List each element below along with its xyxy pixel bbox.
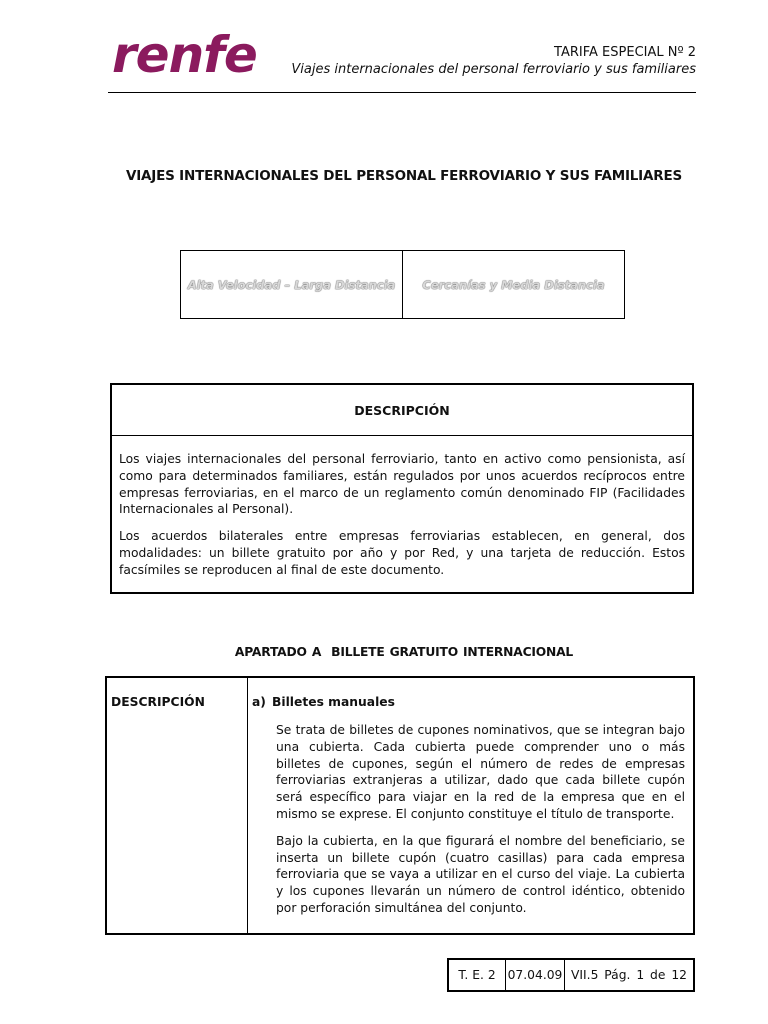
section-a-label: APARTADO A — [234, 645, 322, 659]
page-footer — [447, 958, 695, 992]
tariff-title: TARIFA ESPECIAL Nº 2 — [554, 45, 696, 60]
header-divider — [108, 92, 696, 93]
category-commuter: Cercanías y Media Distancia — [402, 251, 624, 318]
description-paragraph: Los viajes internacionales del personal ferroviario, tanto en activo como pensionista, así como para determinados familiares, están regulados por unos acuerdos recíprocos entre empresas ferroviarias, en el marco de un reglamento común denominado FIP (Facilidades Internacionales al Personal). — [119, 452, 685, 517]
subsection-title: Billetes manuales — [272, 695, 395, 709]
category-long-distance: Alta Velocidad – Larga Distancia — [187, 277, 396, 292]
section-a-name: BILLETE GRATUITO INTERNACIONAL — [331, 645, 574, 659]
section-a-table — [105, 676, 695, 935]
subsection-letter: a) — [252, 695, 266, 709]
description-box — [110, 383, 694, 594]
footer-code: T. E. 2 — [449, 960, 506, 990]
description-paragraph: Los acuerdos bilaterales entre empresas ferroviarias establecen, en general, dos modalidades: un billete gratuito por año y por Red, y una tarjeta de reducción. Estos facsímiles se reproducen al final de este documento. — [119, 529, 685, 577]
renfe-logo: renfe — [112, 26, 257, 84]
section-a-content — [248, 678, 693, 933]
section-a-left-heading: DESCRIPCIÓN — [107, 678, 248, 933]
category-box — [180, 250, 625, 319]
section-a-paragraph: Bajo la cubierta, en la que figurará el nombre del beneficiario, se inserta un billete cupón (cuatro casillas) para cada empresa ferroviaria que se vaya a utilizar en el curso del viaje. La cubierta y los cupones llevarán un número de control idéntico, obtenido por perforación simultánea del conjunto. — [276, 833, 685, 915]
description-heading: DESCRIPCIÓN — [112, 385, 692, 436]
section-a-title — [0, 645, 768, 659]
document-title: VIAJES INTERNACIONALES DEL PERSONAL FERROVIARIO Y SUS FAMILIARES — [125, 168, 682, 184]
tariff-subtitle: Viajes internacionales del personal ferroviario y sus familiares — [291, 62, 696, 77]
footer-page: VII.5 Pág. 1 de 12 — [571, 968, 687, 982]
section-a-paragraph: Se trata de billetes de cupones nominativos, que se integran bajo una cubierta. Cada cubierta puede comprender uno o más billetes de cupones, según el número de redes de empresas ferroviarias extranjeras a utilizar, dado que cada billete cupón será específico para viajar en la red de la empresa que en el mismo se exprese. El conjunto constituye el título de transporte. — [276, 723, 685, 821]
footer-date: 07.04.09 — [506, 960, 565, 990]
header-tariff — [291, 44, 696, 78]
description-body — [112, 436, 692, 579]
subsection-heading — [252, 695, 685, 709]
